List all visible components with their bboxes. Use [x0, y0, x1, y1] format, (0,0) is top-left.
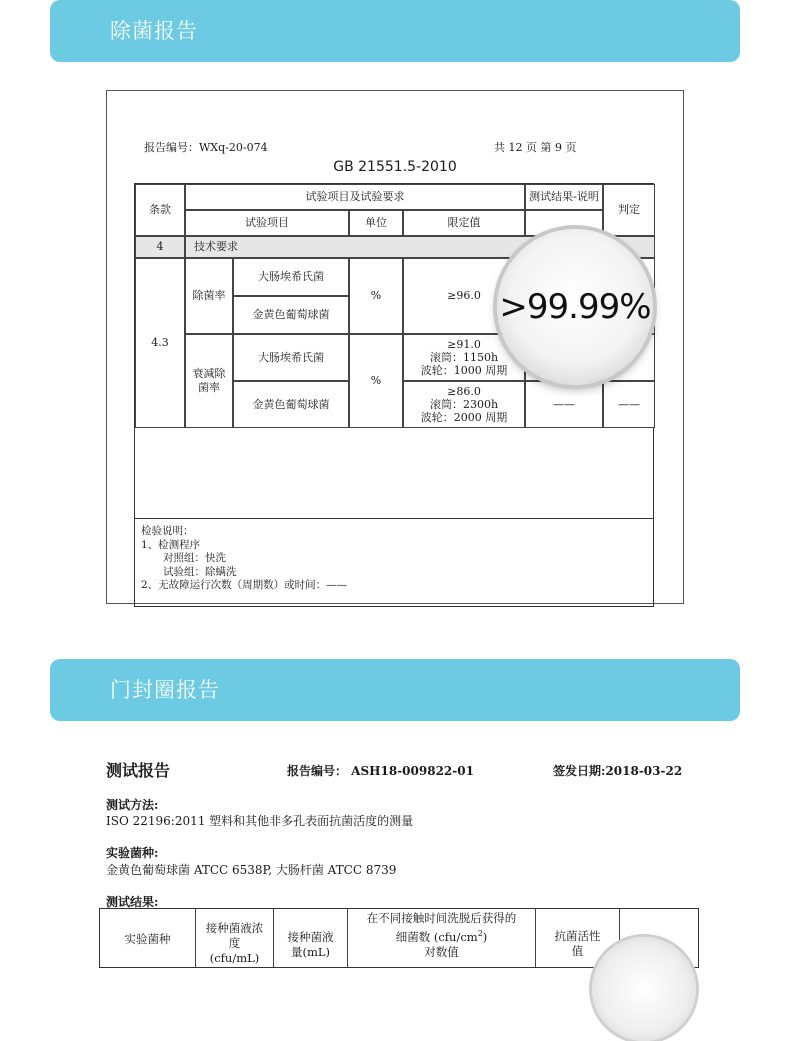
- th-volume: 接种菌液 量(mL): [274, 909, 348, 968]
- report2-issue-date: 签发日期:2018-03-22: [553, 764, 683, 778]
- method-text: ISO 22196:2011 塑料和其他非多孔表面抗菌活度的测量: [106, 814, 414, 828]
- header-clause: 条款: [135, 184, 185, 236]
- rate1-label: 除菌率: [185, 258, 233, 334]
- magnifier-lens-bottom: [592, 937, 696, 1041]
- th-concentration: 接种菌液浓 度 (cfu/mL): [196, 909, 274, 968]
- magnified-value: >99.99%: [499, 287, 651, 327]
- section-clause: 4: [135, 236, 185, 258]
- rate2-limit-staph: ≥86.0 滚筒：2300h 波轮：2000 周期: [403, 381, 525, 428]
- header-unit: 单位: [349, 210, 403, 236]
- header-test-items-req: 试验项目及试验要求: [185, 184, 525, 210]
- inspection-notes: [134, 519, 654, 607]
- notes-item-2: 2、无故障运行次数（周期数）或时间：——: [141, 579, 348, 591]
- banner-title: 除菌报告: [110, 19, 198, 43]
- section-title: 技术要求: [185, 236, 655, 258]
- page-info: 共 12 页 第 9 页: [494, 141, 577, 154]
- notes-item-1: 1、检测程序: [141, 538, 201, 551]
- notes-control-group: 对照组：快洗: [163, 552, 226, 564]
- header-limit: 限定值: [403, 210, 525, 236]
- header-test-item: 试验项目: [185, 210, 349, 236]
- th-antibacterial-activity: 抗菌活性 值: [536, 909, 620, 968]
- header-judge: 判定: [603, 184, 655, 236]
- banner-title: 门封圈报告: [110, 678, 220, 702]
- strain-label: 实验菌种:: [106, 846, 159, 860]
- th-strain: 实验菌种: [100, 909, 196, 968]
- rate1-bacteria-ecoli: 大肠埃希氏菌: [233, 258, 349, 296]
- section-banner-sterilization: [50, 0, 740, 62]
- method-label: 测试方法:: [106, 798, 159, 812]
- result-label: 测试结果:: [106, 895, 159, 909]
- rate1-bacteria-staph: 金黄色葡萄球菌: [233, 296, 349, 334]
- report-number: 报告编号：WXq-20-074: [144, 141, 268, 154]
- row-clause: 4.3: [135, 258, 185, 428]
- report2-number: 报告编号： ASH18-009822-01: [287, 764, 474, 778]
- th-bacteria-count: 在不同接触时间洗脱后获得的 细菌数 $(cfu/cm^2)$ 对数值: [348, 909, 536, 968]
- notes-test-group: 试验组：除螨洗: [163, 565, 237, 578]
- notes-heading: 检验说明：: [141, 525, 194, 537]
- rate1-limit: ≥96.0: [403, 258, 525, 334]
- magnifier-lens: [497, 229, 653, 385]
- rate1-unit: %: [349, 258, 403, 334]
- standard-title: GB 21551.5-2010: [333, 159, 457, 175]
- report2-title: 测试报告: [106, 761, 171, 780]
- rate2-result-staph: ——: [525, 381, 603, 428]
- rate2-bacteria-ecoli: 大肠埃希氏菌: [233, 334, 349, 381]
- rate2-judge-staph: ——: [603, 381, 655, 428]
- rate2-bacteria-staph: 金黄色葡萄球菌: [233, 381, 349, 428]
- rate2-limit-ecoli: ≥91.0 滚筒：1150h 波轮：1000 周期: [403, 334, 525, 381]
- strain-text: 金黄色葡萄球菌 ATCC 6538P, 大肠杆菌 ATCC 8739: [106, 863, 397, 877]
- rate2-label: 衰减除 菌率: [185, 334, 233, 428]
- header-result-note: 测试结果-说明: [525, 184, 603, 210]
- rate2-unit: %: [349, 334, 403, 428]
- section-banner-door-seal: [50, 659, 740, 721]
